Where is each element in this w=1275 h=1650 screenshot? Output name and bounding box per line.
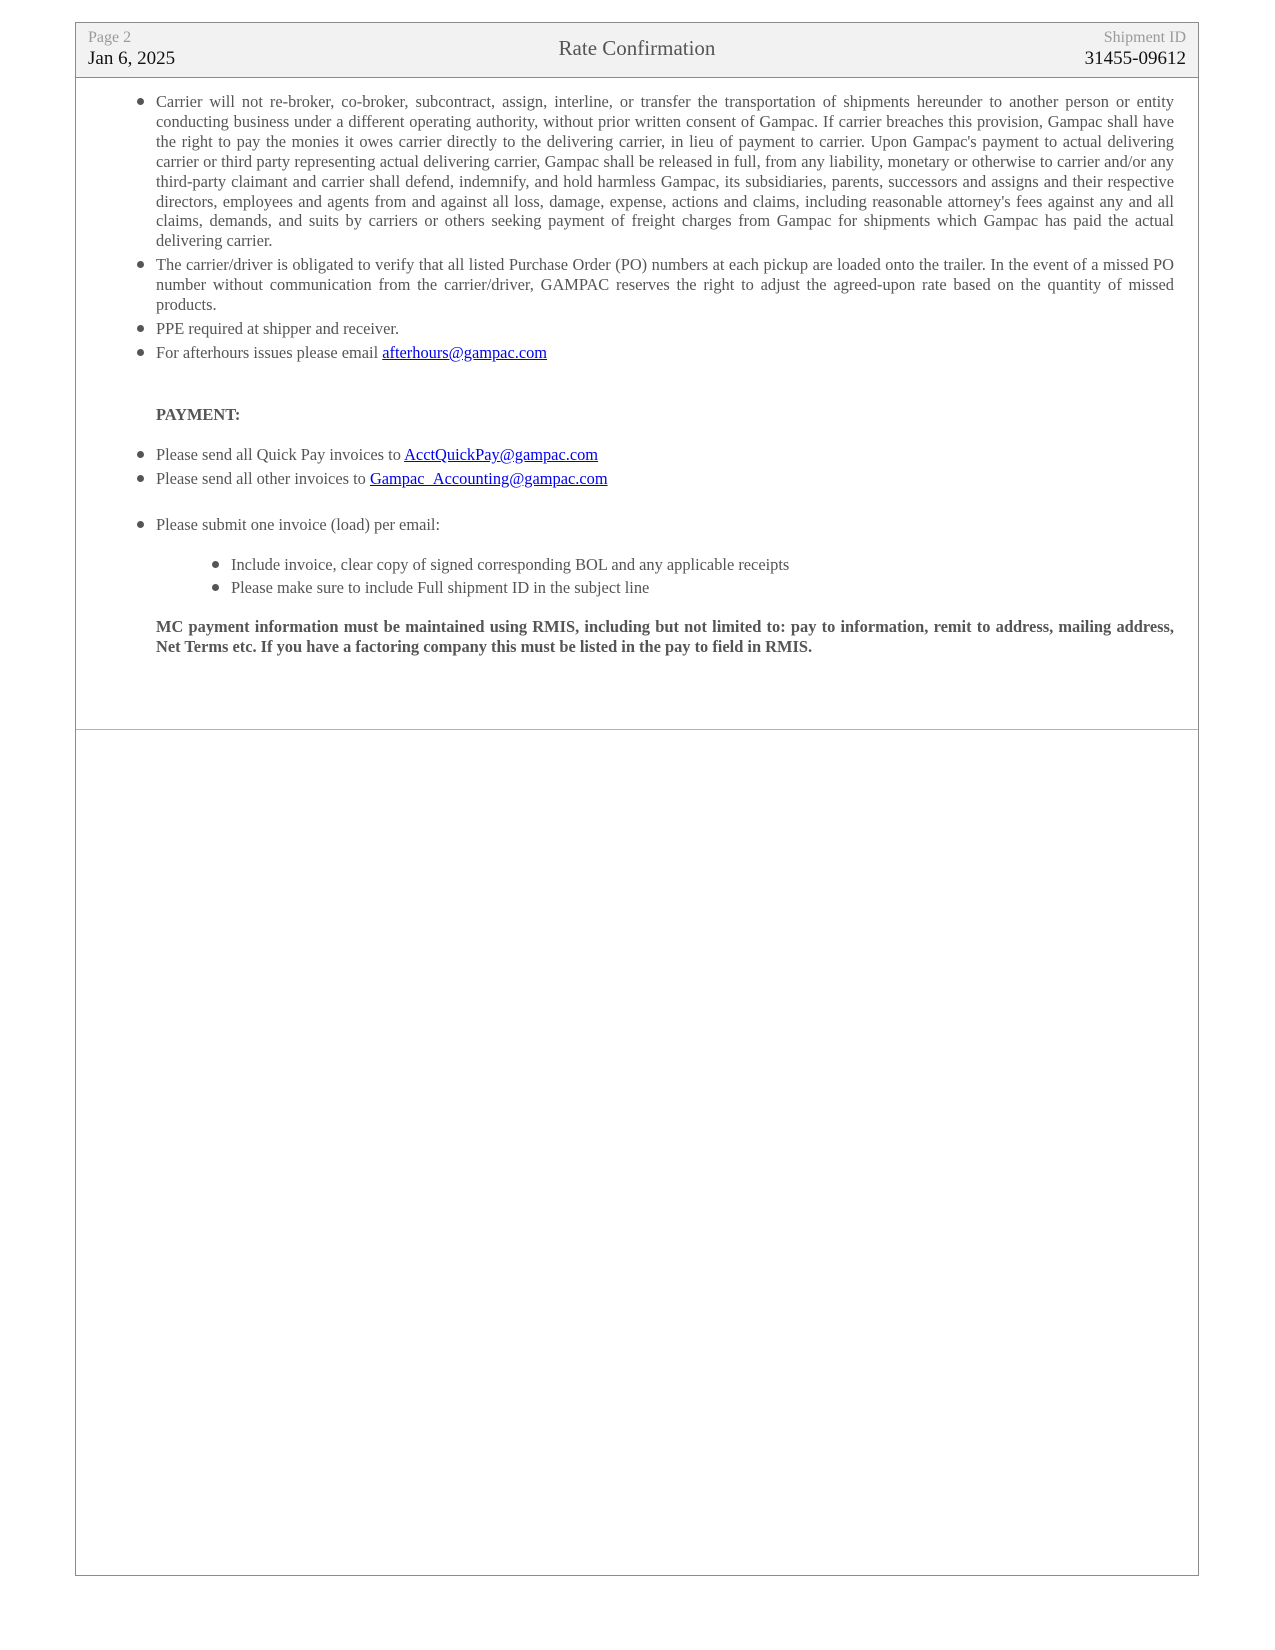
term-text: The carrier/driver is obligated to verify that all listed Purchase Order (PO) numbers at each pickup are loaded onto the trailer. In the event of a missed PO number without communication from the carrier/driver, GAMPAC reserves the right to adjust the agreed-upon rate based on the quantity of missed products. [156, 255, 1174, 315]
bullet-icon [137, 261, 144, 268]
terms-content [76, 78, 1198, 730]
payment-list [76, 445, 1198, 489]
document-page [75, 22, 1199, 1576]
quickpay-email-link[interactable]: AcctQuickPay@gampac.com [404, 444, 599, 464]
afterhours-text: For afterhours issues please email [156, 342, 383, 362]
bullet-icon [212, 561, 219, 568]
terms-list [76, 92, 1198, 363]
sub-item-text: Include invoice, clear copy of signed corresponding BOL and any applicable receipts [231, 554, 790, 574]
payment-item-submit [76, 515, 1198, 535]
bullet-icon [137, 349, 144, 356]
term-item-po-verification [76, 255, 1198, 315]
payment-item-quickpay [76, 445, 1198, 465]
shipment-id-value: 31455-09612 [1084, 48, 1186, 69]
shipment-id-label: Shipment ID [1103, 29, 1186, 46]
sub-item-shipment-id [76, 578, 1198, 598]
page-header [76, 23, 1198, 78]
bullet-icon [137, 451, 144, 458]
term-item-ppe [76, 319, 1198, 339]
sub-item-include-invoice [76, 555, 1198, 575]
term-item-afterhours [76, 343, 1198, 363]
quickpay-text: Please send all Quick Pay invoices to [156, 444, 405, 464]
afterhours-email-link[interactable]: afterhours@gampac.com [382, 342, 548, 362]
term-text: Carrier will not re-broker, co-broker, subcontract, assign, interline, or transfer the transportation of shipments hereunder to another person or entity conducting business under a different operating authority, without prior written consent of Gampac. If carrier breaches this provision, Gampac shall have the right to pay the monies it owes carrier directly to the delivering carrier, in lieu of payment to carrier. Upon Gampac's payment to actual delivering carrier or third party representing actual delivering carrier, Gampac shall be released in full, from any liability, monetary or otherwise to carrier and/or any third-party claimant and carrier shall defend, indemnify, and hold harmless Gampac, its subsidiaries, parents, successors and assigns and their respective directors, employees and agents from and against all loss, damage, expense, actions and claims, including reasonable attorney's fees against any and all claims, demands, and suits by carriers or others seeking payment of freight charges from Gampac for shipments which Gampac has paid the actual delivering carrier. [156, 92, 1174, 251]
bullet-icon [137, 521, 144, 528]
payment-item-other [76, 469, 1198, 489]
header-right [1085, 29, 1186, 71]
submit-sub-list [76, 555, 1198, 599]
submit-list [76, 515, 1198, 535]
bullet-icon [137, 475, 144, 482]
accounting-email-link[interactable]: Gampac_Accounting@gampac.com [369, 468, 608, 488]
submit-text: Please submit one invoice (load) per email: [156, 514, 441, 534]
bullet-icon [137, 325, 144, 332]
term-text: PPE required at shipper and receiver. [156, 318, 400, 338]
payment-heading: PAYMENT: [156, 404, 241, 424]
term-item-rebroker [76, 92, 1198, 251]
document-date: Jan 6, 2025 [88, 48, 176, 69]
bullet-icon [137, 98, 144, 105]
bullet-icon [212, 584, 219, 591]
other-invoices-text: Please send all other invoices to [156, 468, 370, 488]
page-number: Page 2 [88, 29, 132, 46]
sub-item-text: Please make sure to include Full shipment ID in the subject line [231, 578, 650, 598]
document-title: Rate Confirmation [558, 36, 716, 60]
rmis-payment-note: MC payment information must be maintained using RMIS, including but not limited to: pay to information, remit to address, mailing address, Net Terms etc. If you have a factoring company this must be listed in the pay to field in RMIS. [156, 617, 1174, 657]
